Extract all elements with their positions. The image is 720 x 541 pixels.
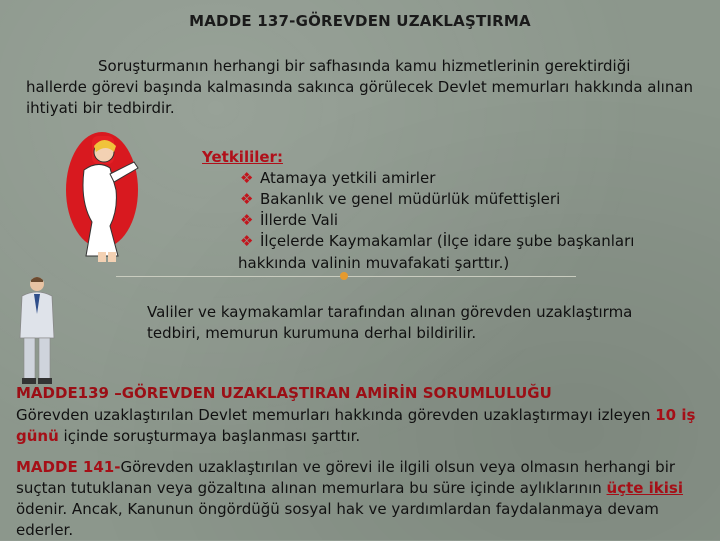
section-141-label: MADDE 141- — [16, 458, 121, 476]
intro-paragraph: Soruşturmanın herhangi bir safhasında kamu hizmetlerinin gerektirdiği hallerde görevi başında kalmasında sakınca görülecek Devlet memurları hakkında alınan ihtiyati bir tedbirdir. — [26, 57, 694, 117]
list-item: ❖ İllerde Vali — [240, 211, 339, 229]
stop-gesture-illustration — [58, 130, 150, 266]
highlight-10-business-days: 10 iş günü — [16, 406, 696, 445]
diamond-bullet-icon: ❖ — [240, 211, 254, 229]
authorities-list — [240, 168, 680, 252]
section-139-body: Görevden uzaklaştırılan Devlet memurları hakkında görevden uzaklaştırmayı izleyen 10 iş günü içinde soruşturmaya başlanması şarttır. — [16, 406, 696, 445]
page-title: MADDE 137-GÖREVDEN UZAKLAŞTIRMA — [189, 12, 531, 30]
list-item: ❖ Bakanlık ve genel müdürlük müfettişleri — [240, 190, 561, 208]
section-141-body: MADDE 141-Görevden uzaklaştırılan ve görevi ile ilgili olsun veya olmasın herhangi bir suçtan tutuklanan veya gözaltına alınan memurlara bu süre içinde aylıklarının üçte ikisi ödenir. Ancak, Kanunun öngördüğü sosyal hak ve yardımlardan faydalanmaya devam ederler. — [16, 458, 683, 539]
diamond-bullet-icon: ❖ — [240, 232, 254, 250]
authorities-note: hakkında valinin muvafakati şarttır.) — [238, 254, 510, 272]
businessman-illustration — [14, 274, 60, 386]
authorities-heading: Yetkililer: — [202, 148, 283, 166]
notification-paragraph: Valiler ve kaymakamlar tarafından alınan görevden uzaklaştırma tedbiri, memurun kurumuna derhal bildirilir. — [147, 303, 633, 342]
list-item: ❖ Atamaya yetkili amirler — [240, 169, 436, 187]
diamond-bullet-icon: ❖ — [240, 190, 254, 208]
divider-dot — [340, 272, 348, 280]
section-139-title: MADDE139 –GÖREVDEN UZAKLAŞTIRAN AMİRİN SORUMLULUĞU — [16, 384, 552, 402]
highlight-two-thirds: üçte ikisi — [606, 479, 683, 497]
list-item: ❖ İlçelerde Kaymakamlar (İlçe idare şube başkanları — [240, 232, 635, 250]
diamond-bullet-icon: ❖ — [240, 169, 254, 187]
